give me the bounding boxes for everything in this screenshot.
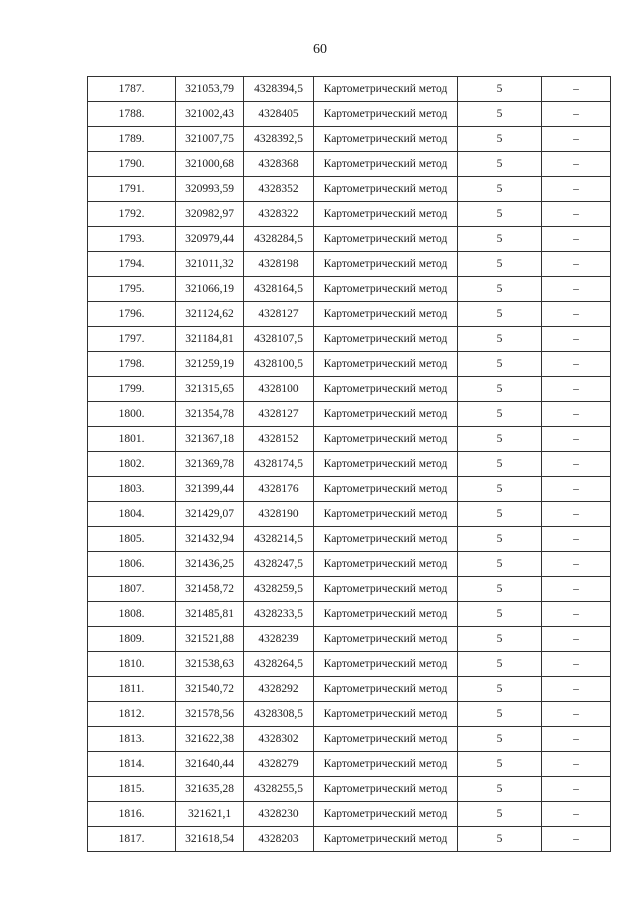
accuracy-cell: 5 bbox=[458, 802, 542, 827]
note-cell: – bbox=[542, 427, 611, 452]
y-coordinate-cell: 4328239 bbox=[244, 627, 314, 652]
table-row bbox=[88, 302, 611, 327]
point-number-cell: 1815. bbox=[88, 777, 176, 802]
table-row bbox=[88, 327, 611, 352]
note-cell: – bbox=[542, 827, 611, 852]
y-coordinate-cell: 4328107,5 bbox=[244, 327, 314, 352]
point-number-cell: 1813. bbox=[88, 727, 176, 752]
accuracy-cell: 5 bbox=[458, 77, 542, 102]
point-number-cell: 1788. bbox=[88, 102, 176, 127]
y-coordinate-cell: 4328322 bbox=[244, 202, 314, 227]
x-coordinate-cell: 321259,19 bbox=[176, 352, 244, 377]
y-coordinate-cell: 4328164,5 bbox=[244, 277, 314, 302]
point-number-cell: 1793. bbox=[88, 227, 176, 252]
note-cell: – bbox=[542, 777, 611, 802]
point-number-cell: 1803. bbox=[88, 477, 176, 502]
table-row bbox=[88, 202, 611, 227]
accuracy-cell: 5 bbox=[458, 377, 542, 402]
x-coordinate-cell: 321369,78 bbox=[176, 452, 244, 477]
coordinates-table bbox=[87, 76, 611, 852]
point-number-cell: 1811. bbox=[88, 677, 176, 702]
note-cell: – bbox=[542, 402, 611, 427]
table-row bbox=[88, 152, 611, 177]
accuracy-cell: 5 bbox=[458, 202, 542, 227]
note-cell: – bbox=[542, 477, 611, 502]
accuracy-cell: 5 bbox=[458, 277, 542, 302]
accuracy-cell: 5 bbox=[458, 352, 542, 377]
point-number-cell: 1807. bbox=[88, 577, 176, 602]
table-row bbox=[88, 352, 611, 377]
note-cell: – bbox=[542, 652, 611, 677]
point-number-cell: 1792. bbox=[88, 202, 176, 227]
y-coordinate-cell: 4328302 bbox=[244, 727, 314, 752]
y-coordinate-cell: 4328176 bbox=[244, 477, 314, 502]
method-cell: Картометрический метод bbox=[314, 427, 458, 452]
table-row bbox=[88, 427, 611, 452]
method-cell: Картометрический метод bbox=[314, 227, 458, 252]
point-number-cell: 1809. bbox=[88, 627, 176, 652]
accuracy-cell: 5 bbox=[458, 602, 542, 627]
x-coordinate-cell: 321007,75 bbox=[176, 127, 244, 152]
method-cell: Картометрический метод bbox=[314, 677, 458, 702]
point-number-cell: 1802. bbox=[88, 452, 176, 477]
x-coordinate-cell: 321000,68 bbox=[176, 152, 244, 177]
y-coordinate-cell: 4328198 bbox=[244, 252, 314, 277]
x-coordinate-cell: 320979,44 bbox=[176, 227, 244, 252]
table-row bbox=[88, 527, 611, 552]
accuracy-cell: 5 bbox=[458, 477, 542, 502]
table-row bbox=[88, 677, 611, 702]
method-cell: Картометрический метод bbox=[314, 777, 458, 802]
note-cell: – bbox=[542, 127, 611, 152]
method-cell: Картометрический метод bbox=[314, 127, 458, 152]
accuracy-cell: 5 bbox=[458, 677, 542, 702]
y-coordinate-cell: 4328100,5 bbox=[244, 352, 314, 377]
method-cell: Картометрический метод bbox=[314, 327, 458, 352]
y-coordinate-cell: 4328308,5 bbox=[244, 702, 314, 727]
table-row bbox=[88, 252, 611, 277]
point-number-cell: 1805. bbox=[88, 527, 176, 552]
point-number-cell: 1791. bbox=[88, 177, 176, 202]
point-number-cell: 1797. bbox=[88, 327, 176, 352]
y-coordinate-cell: 4328100 bbox=[244, 377, 314, 402]
method-cell: Картометрический метод bbox=[314, 452, 458, 477]
table-row bbox=[88, 177, 611, 202]
table-row bbox=[88, 727, 611, 752]
note-cell: – bbox=[542, 377, 611, 402]
x-coordinate-cell: 321635,28 bbox=[176, 777, 244, 802]
y-coordinate-cell: 4328352 bbox=[244, 177, 314, 202]
note-cell: – bbox=[542, 202, 611, 227]
y-coordinate-cell: 4328394,5 bbox=[244, 77, 314, 102]
table-row bbox=[88, 502, 611, 527]
accuracy-cell: 5 bbox=[458, 152, 542, 177]
note-cell: – bbox=[542, 727, 611, 752]
table-row bbox=[88, 777, 611, 802]
y-coordinate-cell: 4328203 bbox=[244, 827, 314, 852]
x-coordinate-cell: 321538,63 bbox=[176, 652, 244, 677]
table-row bbox=[88, 127, 611, 152]
x-coordinate-cell: 321367,18 bbox=[176, 427, 244, 452]
x-coordinate-cell: 321429,07 bbox=[176, 502, 244, 527]
method-cell: Картометрический метод bbox=[314, 752, 458, 777]
table-row bbox=[88, 452, 611, 477]
table-row bbox=[88, 602, 611, 627]
note-cell: – bbox=[542, 102, 611, 127]
note-cell: – bbox=[542, 277, 611, 302]
note-cell: – bbox=[542, 77, 611, 102]
table-row bbox=[88, 577, 611, 602]
table-row bbox=[88, 402, 611, 427]
table-row bbox=[88, 277, 611, 302]
point-number-cell: 1812. bbox=[88, 702, 176, 727]
note-cell: – bbox=[542, 602, 611, 627]
x-coordinate-cell: 321315,65 bbox=[176, 377, 244, 402]
y-coordinate-cell: 4328279 bbox=[244, 752, 314, 777]
point-number-cell: 1816. bbox=[88, 802, 176, 827]
accuracy-cell: 5 bbox=[458, 827, 542, 852]
x-coordinate-cell: 321622,38 bbox=[176, 727, 244, 752]
point-number-cell: 1799. bbox=[88, 377, 176, 402]
y-coordinate-cell: 4328127 bbox=[244, 402, 314, 427]
method-cell: Картометрический метод bbox=[314, 727, 458, 752]
x-coordinate-cell: 321011,32 bbox=[176, 252, 244, 277]
method-cell: Картометрический метод bbox=[314, 577, 458, 602]
note-cell: – bbox=[542, 177, 611, 202]
note-cell: – bbox=[542, 702, 611, 727]
point-number-cell: 1804. bbox=[88, 502, 176, 527]
method-cell: Картометрический метод bbox=[314, 502, 458, 527]
x-coordinate-cell: 321436,25 bbox=[176, 552, 244, 577]
table-row bbox=[88, 652, 611, 677]
accuracy-cell: 5 bbox=[458, 652, 542, 677]
method-cell: Картометрический метод bbox=[314, 552, 458, 577]
y-coordinate-cell: 4328152 bbox=[244, 427, 314, 452]
x-coordinate-cell: 321124,62 bbox=[176, 302, 244, 327]
note-cell: – bbox=[542, 802, 611, 827]
method-cell: Картометрический метод bbox=[314, 802, 458, 827]
note-cell: – bbox=[542, 227, 611, 252]
y-coordinate-cell: 4328392,5 bbox=[244, 127, 314, 152]
accuracy-cell: 5 bbox=[458, 177, 542, 202]
accuracy-cell: 5 bbox=[458, 127, 542, 152]
accuracy-cell: 5 bbox=[458, 227, 542, 252]
point-number-cell: 1806. bbox=[88, 552, 176, 577]
table-row bbox=[88, 702, 611, 727]
note-cell: – bbox=[542, 452, 611, 477]
x-coordinate-cell: 320982,97 bbox=[176, 202, 244, 227]
method-cell: Картометрический метод bbox=[314, 827, 458, 852]
y-coordinate-cell: 4328214,5 bbox=[244, 527, 314, 552]
accuracy-cell: 5 bbox=[458, 302, 542, 327]
table-row bbox=[88, 227, 611, 252]
x-coordinate-cell: 320993,59 bbox=[176, 177, 244, 202]
y-coordinate-cell: 4328292 bbox=[244, 677, 314, 702]
x-coordinate-cell: 321485,81 bbox=[176, 602, 244, 627]
note-cell: – bbox=[542, 327, 611, 352]
method-cell: Картометрический метод bbox=[314, 202, 458, 227]
note-cell: – bbox=[542, 677, 611, 702]
point-number-cell: 1817. bbox=[88, 827, 176, 852]
point-number-cell: 1814. bbox=[88, 752, 176, 777]
y-coordinate-cell: 4328233,5 bbox=[244, 602, 314, 627]
y-coordinate-cell: 4328368 bbox=[244, 152, 314, 177]
coordinates-table-body bbox=[88, 77, 611, 852]
accuracy-cell: 5 bbox=[458, 502, 542, 527]
table-row bbox=[88, 77, 611, 102]
method-cell: Картометрический метод bbox=[314, 302, 458, 327]
y-coordinate-cell: 4328259,5 bbox=[244, 577, 314, 602]
x-coordinate-cell: 321618,54 bbox=[176, 827, 244, 852]
table-row bbox=[88, 802, 611, 827]
point-number-cell: 1787. bbox=[88, 77, 176, 102]
table-row bbox=[88, 377, 611, 402]
accuracy-cell: 5 bbox=[458, 727, 542, 752]
y-coordinate-cell: 4328405 bbox=[244, 102, 314, 127]
accuracy-cell: 5 bbox=[458, 552, 542, 577]
table-row bbox=[88, 552, 611, 577]
point-number-cell: 1796. bbox=[88, 302, 176, 327]
method-cell: Картометрический метод bbox=[314, 527, 458, 552]
x-coordinate-cell: 321399,44 bbox=[176, 477, 244, 502]
y-coordinate-cell: 4328255,5 bbox=[244, 777, 314, 802]
note-cell: – bbox=[542, 502, 611, 527]
x-coordinate-cell: 321184,81 bbox=[176, 327, 244, 352]
note-cell: – bbox=[542, 577, 611, 602]
x-coordinate-cell: 321432,94 bbox=[176, 527, 244, 552]
method-cell: Картометрический метод bbox=[314, 627, 458, 652]
note-cell: – bbox=[542, 302, 611, 327]
accuracy-cell: 5 bbox=[458, 577, 542, 602]
note-cell: – bbox=[542, 752, 611, 777]
point-number-cell: 1795. bbox=[88, 277, 176, 302]
note-cell: – bbox=[542, 252, 611, 277]
accuracy-cell: 5 bbox=[458, 777, 542, 802]
accuracy-cell: 5 bbox=[458, 527, 542, 552]
table-row bbox=[88, 627, 611, 652]
accuracy-cell: 5 bbox=[458, 402, 542, 427]
x-coordinate-cell: 321521,88 bbox=[176, 627, 244, 652]
y-coordinate-cell: 4328284,5 bbox=[244, 227, 314, 252]
method-cell: Картометрический метод bbox=[314, 152, 458, 177]
method-cell: Картометрический метод bbox=[314, 102, 458, 127]
table-row bbox=[88, 752, 611, 777]
x-coordinate-cell: 321540,72 bbox=[176, 677, 244, 702]
point-number-cell: 1790. bbox=[88, 152, 176, 177]
x-coordinate-cell: 321578,56 bbox=[176, 702, 244, 727]
table-row bbox=[88, 827, 611, 852]
method-cell: Картометрический метод bbox=[314, 477, 458, 502]
method-cell: Картометрический метод bbox=[314, 277, 458, 302]
y-coordinate-cell: 4328247,5 bbox=[244, 552, 314, 577]
point-number-cell: 1810. bbox=[88, 652, 176, 677]
note-cell: – bbox=[542, 527, 611, 552]
point-number-cell: 1801. bbox=[88, 427, 176, 452]
point-number-cell: 1794. bbox=[88, 252, 176, 277]
note-cell: – bbox=[542, 352, 611, 377]
method-cell: Картометрический метод bbox=[314, 652, 458, 677]
point-number-cell: 1800. bbox=[88, 402, 176, 427]
method-cell: Картометрический метод bbox=[314, 402, 458, 427]
x-coordinate-cell: 321002,43 bbox=[176, 102, 244, 127]
y-coordinate-cell: 4328127 bbox=[244, 302, 314, 327]
page-number: 60 bbox=[313, 42, 327, 57]
method-cell: Картометрический метод bbox=[314, 702, 458, 727]
accuracy-cell: 5 bbox=[458, 102, 542, 127]
accuracy-cell: 5 bbox=[458, 327, 542, 352]
x-coordinate-cell: 321640,44 bbox=[176, 752, 244, 777]
x-coordinate-cell: 321053,79 bbox=[176, 77, 244, 102]
y-coordinate-cell: 4328230 bbox=[244, 802, 314, 827]
note-cell: – bbox=[542, 152, 611, 177]
method-cell: Картометрический метод bbox=[314, 77, 458, 102]
table-row bbox=[88, 102, 611, 127]
y-coordinate-cell: 4328174,5 bbox=[244, 452, 314, 477]
method-cell: Картометрический метод bbox=[314, 352, 458, 377]
accuracy-cell: 5 bbox=[458, 702, 542, 727]
note-cell: – bbox=[542, 552, 611, 577]
accuracy-cell: 5 bbox=[458, 452, 542, 477]
method-cell: Картометрический метод bbox=[314, 602, 458, 627]
point-number-cell: 1798. bbox=[88, 352, 176, 377]
method-cell: Картометрический метод bbox=[314, 377, 458, 402]
x-coordinate-cell: 321458,72 bbox=[176, 577, 244, 602]
method-cell: Картометрический метод bbox=[314, 177, 458, 202]
point-number-cell: 1789. bbox=[88, 127, 176, 152]
y-coordinate-cell: 4328264,5 bbox=[244, 652, 314, 677]
x-coordinate-cell: 321621,1 bbox=[176, 802, 244, 827]
y-coordinate-cell: 4328190 bbox=[244, 502, 314, 527]
accuracy-cell: 5 bbox=[458, 627, 542, 652]
x-coordinate-cell: 321354,78 bbox=[176, 402, 244, 427]
accuracy-cell: 5 bbox=[458, 427, 542, 452]
note-cell: – bbox=[542, 627, 611, 652]
accuracy-cell: 5 bbox=[458, 252, 542, 277]
method-cell: Картометрический метод bbox=[314, 252, 458, 277]
accuracy-cell: 5 bbox=[458, 752, 542, 777]
point-number-cell: 1808. bbox=[88, 602, 176, 627]
table-row bbox=[88, 477, 611, 502]
x-coordinate-cell: 321066,19 bbox=[176, 277, 244, 302]
